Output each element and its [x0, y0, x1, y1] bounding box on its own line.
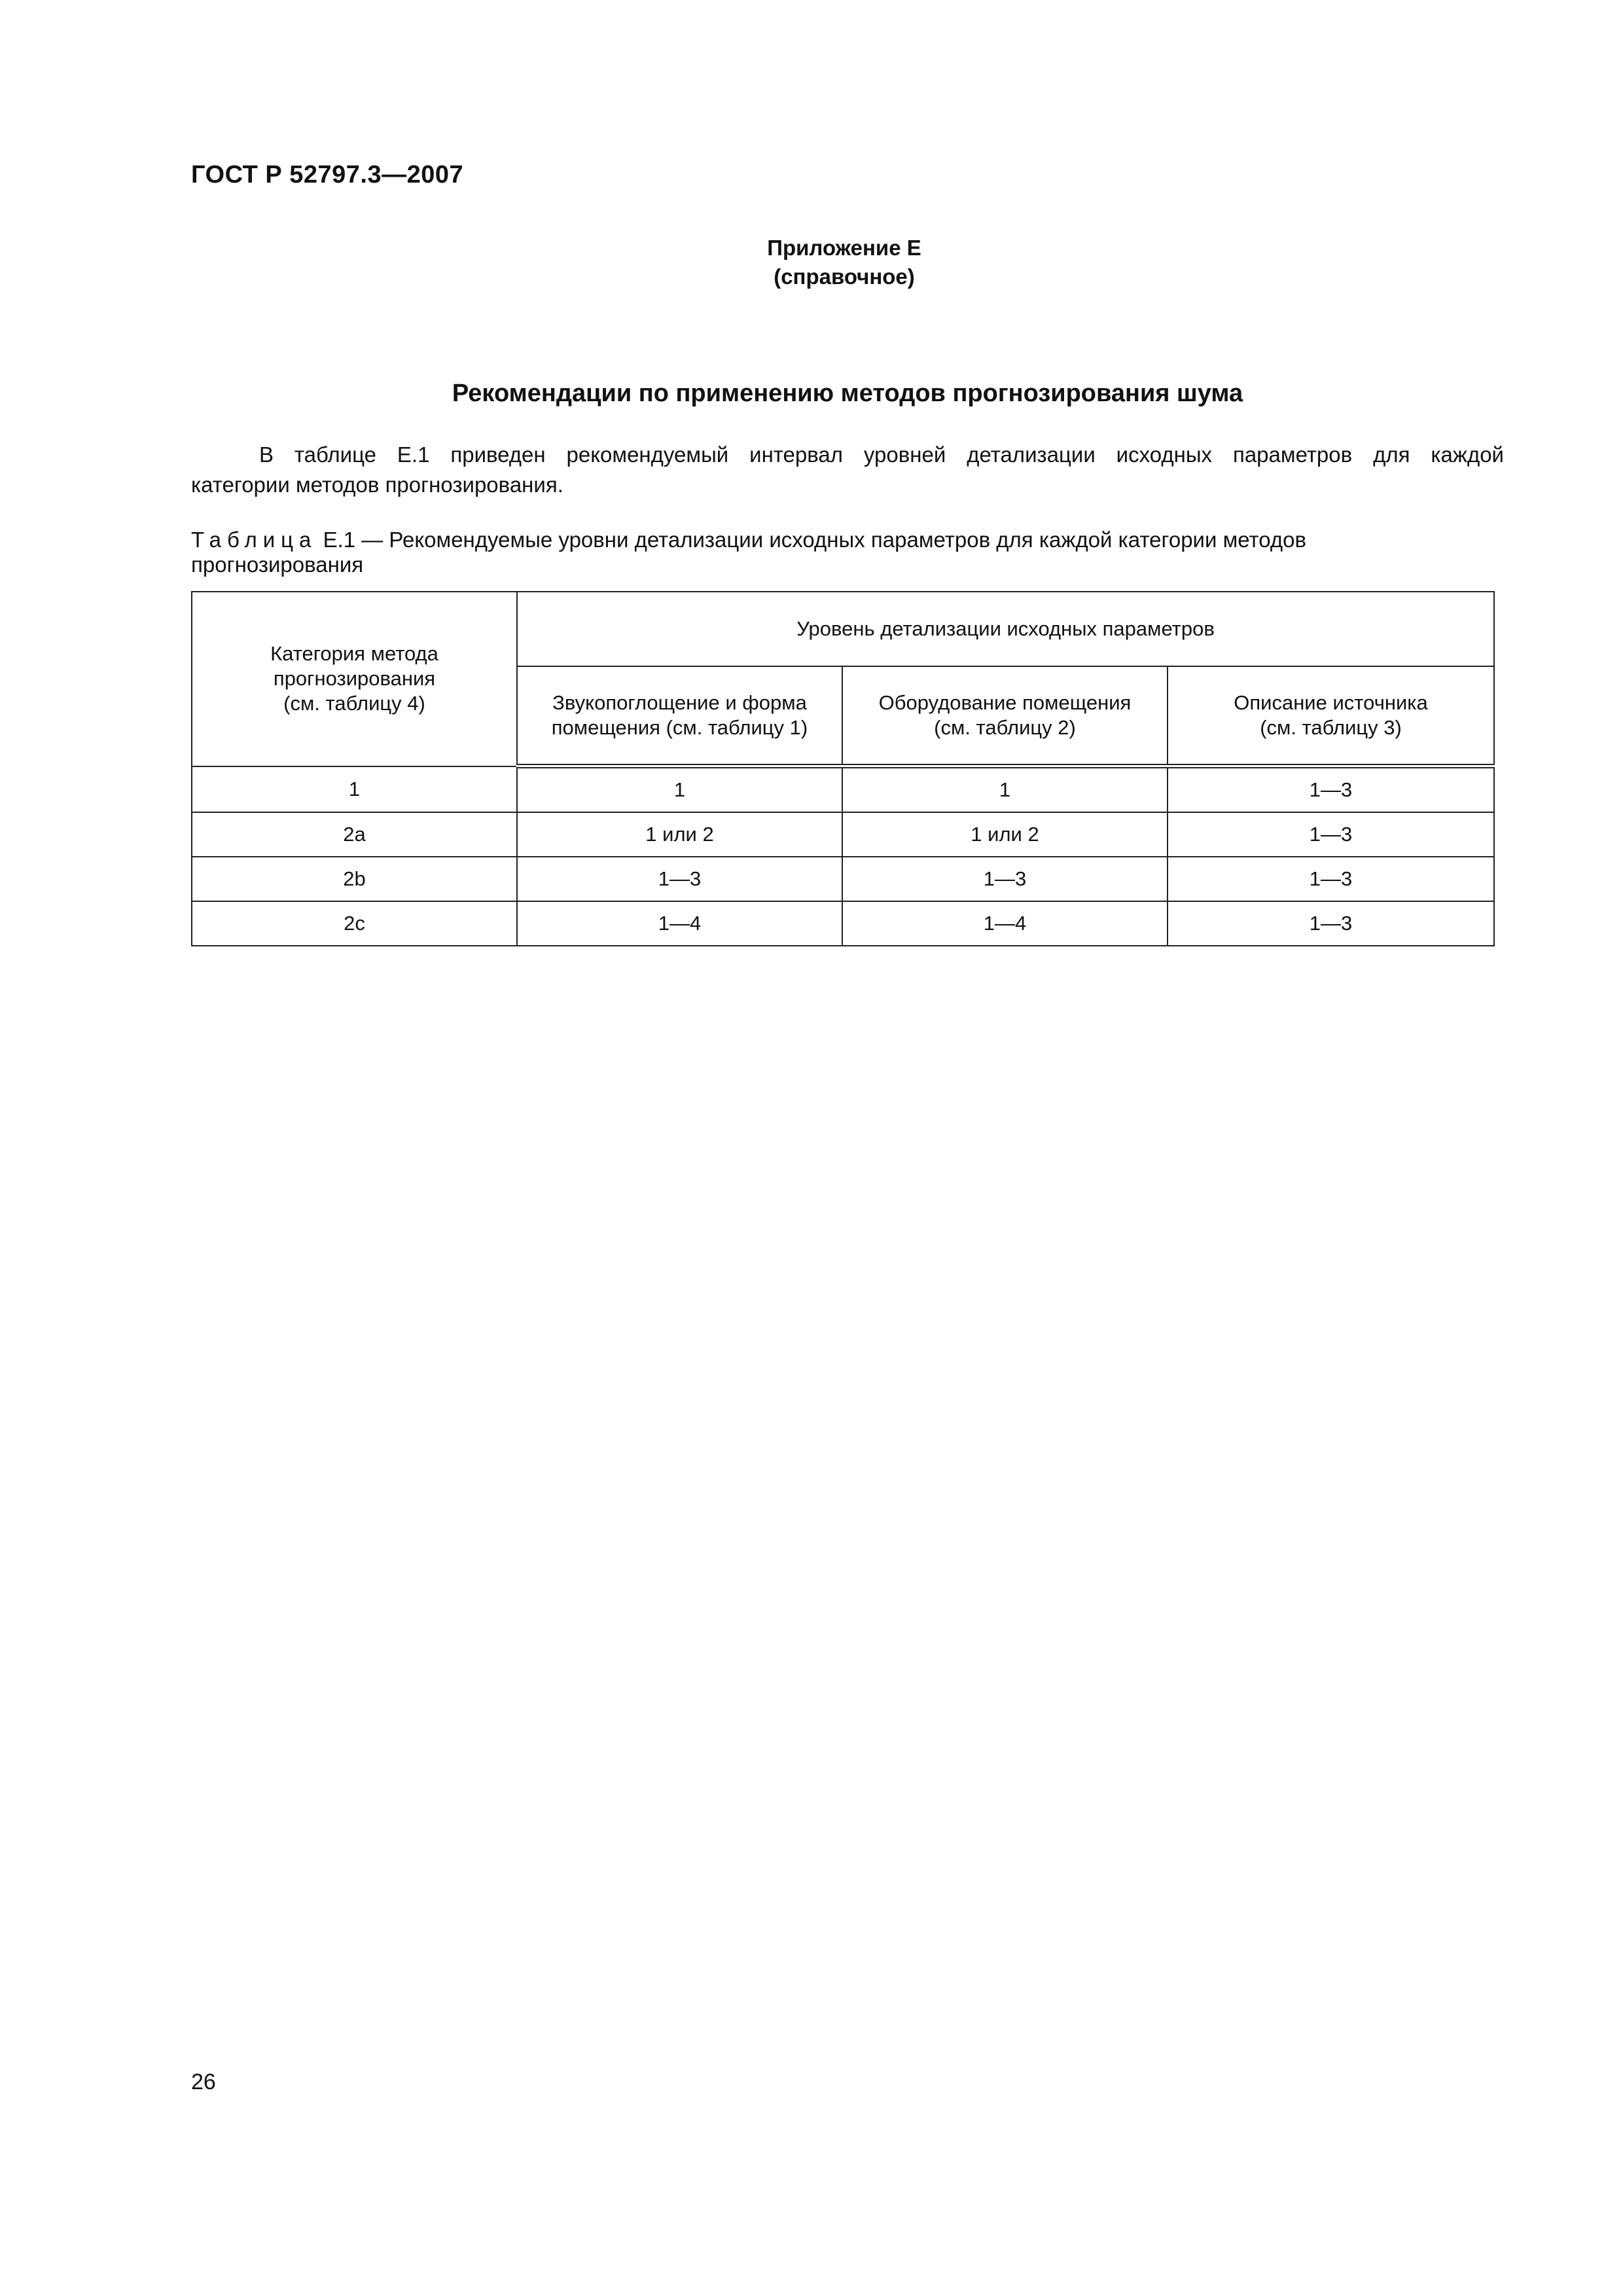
- category-column-header: [192, 592, 517, 766]
- table-cell: 1: [842, 766, 1168, 813]
- category-header-line-1: Категория метода: [270, 642, 438, 666]
- equipment-column-header: [842, 666, 1168, 766]
- table-cell: 1—4: [842, 901, 1168, 946]
- equipment-header-line-2: (см. таблицу 2): [934, 716, 1076, 739]
- table-row: [192, 766, 1494, 813]
- absorption-header-line-1: Звукопоглощение и форма: [552, 691, 807, 714]
- source-column-header: [1168, 666, 1494, 766]
- table-caption: [191, 528, 1504, 577]
- table-cell: 2c: [192, 901, 517, 946]
- page-number: 26: [191, 2070, 216, 2094]
- table-cell: 1—3: [1168, 901, 1494, 946]
- intro-line-1: В таблице Е.1 приведен рекомендуемый интервал уровней детализации исходных параметров для каждой: [259, 442, 1504, 467]
- recommendation-table: [191, 591, 1495, 946]
- detail-level-group-header: Уровень детализации исходных параметров: [517, 592, 1494, 666]
- table-cell: 1—3: [1168, 812, 1494, 857]
- source-header-line-2: (см. таблицу 3): [1260, 716, 1402, 739]
- source-header-line-1: Описание источника: [1234, 691, 1428, 714]
- table-cell: 1—4: [517, 901, 842, 946]
- table-header-row: [192, 592, 1494, 666]
- table-cell: 1—3: [517, 857, 842, 901]
- table-row: [192, 857, 1494, 901]
- table-caption-text: Е.1 — Рекомендуемые уровни детализации исходных параметров для каждой категории методов: [323, 528, 1307, 552]
- table-caption-line-2: прогнозирования: [191, 552, 364, 577]
- table-cell: 2a: [192, 812, 517, 857]
- annex-type: (справочное): [774, 264, 915, 289]
- table-cell: 1 или 2: [842, 812, 1168, 857]
- intro-line-2: категории методов прогнозирования.: [191, 473, 563, 497]
- table-cell: 1—3: [1168, 766, 1494, 813]
- table-cell: 2b: [192, 857, 517, 901]
- intro-paragraph: [191, 440, 1504, 500]
- category-header-line-3: (см. таблицу 4): [283, 692, 425, 715]
- equipment-header-line-1: Оборудование помещения: [878, 691, 1132, 714]
- absorption-header-line-2: помещения (см. таблицу 1): [551, 716, 808, 739]
- table-row: [192, 901, 1494, 946]
- table-cell: 1—3: [1168, 857, 1494, 901]
- section-title: Рекомендации по применению методов прогнозирования шума: [452, 380, 1243, 407]
- category-header-line-2: прогнозирования: [273, 667, 436, 691]
- table-row: [192, 812, 1494, 857]
- table-caption-label: Таблица: [191, 528, 317, 552]
- table-cell: 1: [517, 766, 842, 813]
- annex-title: Приложение Е: [767, 236, 921, 260]
- table-cell: 1: [192, 766, 517, 813]
- table-cell: 1—3: [842, 857, 1168, 901]
- absorption-column-header: [517, 666, 842, 766]
- document-id: ГОСТ Р 52797.3—2007: [191, 161, 464, 188]
- table-caption-line-1: [191, 528, 1504, 552]
- table-cell: 1 или 2: [517, 812, 842, 857]
